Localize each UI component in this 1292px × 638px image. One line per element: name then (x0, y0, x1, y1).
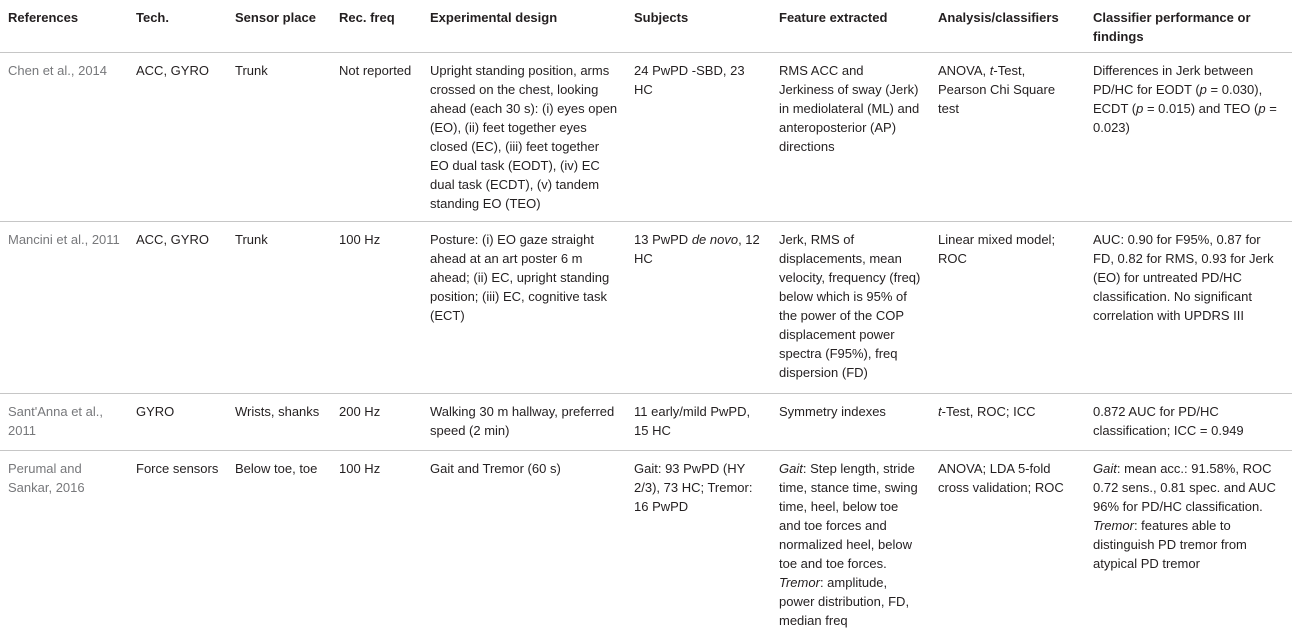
p-var: p (1258, 101, 1265, 116)
subjects-text: , 12 HC (634, 232, 760, 266)
perf-gait-label: Gait (1093, 461, 1117, 476)
cell-reference: Chen et al., 2014 (0, 53, 128, 222)
cell-performance (1085, 53, 1292, 222)
perf-gait-text: : mean acc.: 91.58%, ROC 0.72 sens., 0.81 spec. and AUC 96% for PD/HC classification. (1093, 461, 1276, 514)
table-header (0, 0, 1292, 53)
cell-experimental-design: Walking 30 m hallway, preferred speed (2 min) (422, 394, 626, 451)
table-row (0, 394, 1292, 451)
analysis-text: -Test, Pearson Chi Square test (938, 63, 1055, 116)
table-body (0, 53, 1292, 638)
cell-performance (1085, 451, 1292, 638)
cell-performance: AUC: 0.90 for F95%, 0.87 for FD, 0.82 for RMS, 0.93 for Jerk (EO) for untreated PD/HC classification. No significant correlation with UPDRS III (1085, 222, 1292, 394)
header-feature-extracted: Feature extracted (771, 0, 930, 53)
cell-reference: Sant'Anna et al., 2011 (0, 394, 128, 451)
cell-rec-freq: 100 Hz (331, 451, 422, 638)
perf-text: Differences in Jerk between PD/HC for EODT ( (1093, 63, 1253, 97)
cell-experimental-design: Upright standing position, arms crossed on the chest, looking ahead (each 30 s): (i) eyes open (EO), (ii) feet together eyes closed (EC), (iii) feet together EO dual task (EODT), (iv) EC dual task (ECDT), (v) tandem standing EO (TEO) (422, 53, 626, 222)
cell-subjects (626, 222, 771, 394)
perf-tremor-text: : features able to distinguish PD tremor from atypical PD tremor (1093, 518, 1247, 571)
analysis-italic: t (990, 63, 994, 78)
header-references: References (0, 0, 128, 53)
header-tech: Tech. (128, 0, 227, 53)
analysis-italic: t (938, 404, 942, 419)
cell-sensor-place: Wrists, shanks (227, 394, 331, 451)
cell-analysis (930, 394, 1085, 451)
p-var: p (1200, 82, 1207, 97)
perf-text: = 0.015) and TEO ( (1143, 101, 1258, 116)
cell-tech: Force sensors (128, 451, 227, 638)
cell-sensor-place: Trunk (227, 53, 331, 222)
subjects-text: 13 PwPD (634, 232, 692, 247)
perf-tremor-label: Tremor (1093, 518, 1134, 533)
cell-analysis: Linear mixed model; ROC (930, 222, 1085, 394)
cell-rec-freq: Not reported (331, 53, 422, 222)
cell-performance: 0.872 AUC for PD/HC classification; ICC = 0.949 (1085, 394, 1292, 451)
cell-sensor-place: Trunk (227, 222, 331, 394)
cell-subjects: Gait: 93 PwPD (HY 2/3), 73 HC; Tremor: 16 PwPD (626, 451, 771, 638)
cell-feature-extracted (771, 451, 930, 638)
cell-experimental-design: Gait and Tremor (60 s) (422, 451, 626, 638)
cell-feature-extracted: Jerk, RMS of displacements, mean velocity, frequency (freq) below which is 95% of the power of the COP displacement power spectra (F95%), freq dispersion (FD) (771, 222, 930, 394)
table-row (0, 53, 1292, 222)
cell-experimental-design: Posture: (i) EO gaze straight ahead at an art poster 6 m ahead; (ii) EC, upright standing position; (iii) EC, cognitive task (ECT) (422, 222, 626, 394)
cell-reference: Mancini et al., 2011 (0, 222, 128, 394)
header-experimental-design: Experimental design (422, 0, 626, 53)
cell-feature-extracted: Symmetry indexes (771, 394, 930, 451)
header-performance: Classifier performance or findings (1085, 0, 1292, 53)
subjects-italic: de novo (692, 232, 738, 247)
header-sensor-place: Sensor place (227, 0, 331, 53)
header-row (0, 0, 1292, 53)
header-analysis: Analysis/classifiers (930, 0, 1085, 53)
perf-text: = 0.030), ECDT ( (1093, 82, 1262, 116)
perf-text: = 0.023) (1093, 101, 1277, 135)
cell-analysis: ANOVA; LDA 5-fold cross validation; ROC (930, 451, 1085, 638)
cell-subjects: 11 early/mild PwPD, 15 HC (626, 394, 771, 451)
header-subjects: Subjects (626, 0, 771, 53)
feature-gait-label: Gait (779, 461, 803, 476)
cell-rec-freq: 100 Hz (331, 222, 422, 394)
header-rec-freq: Rec. freq (331, 0, 422, 53)
cell-analysis (930, 53, 1085, 222)
analysis-text: -Test, ROC; ICC (942, 404, 1036, 419)
table-row (0, 222, 1292, 394)
analysis-text: ANOVA, (938, 63, 990, 78)
cell-tech: GYRO (128, 394, 227, 451)
table-row (0, 451, 1292, 638)
cell-subjects: 24 PwPD -SBD, 23 HC (626, 53, 771, 222)
cell-tech: ACC, GYRO (128, 222, 227, 394)
cell-reference: Perumal and Sankar, 2016 (0, 451, 128, 638)
cell-rec-freq: 200 Hz (331, 394, 422, 451)
feature-tremor-text: : amplitude, power distribution, FD, median freq (779, 575, 909, 628)
cell-sensor-place: Below toe, toe (227, 451, 331, 638)
feature-gait-text: : Step length, stride time, stance time, swing time, heel, below toe and toe forces and normalized heel, below toe and toe forces. (779, 461, 918, 571)
cell-feature-extracted: RMS ACC and Jerkiness of sway (Jerk) in mediolateral (ML) and anteroposterior (AP) directions (771, 53, 930, 222)
cell-tech: ACC, GYRO (128, 53, 227, 222)
p-var: p (1136, 101, 1143, 116)
feature-tremor-label: Tremor (779, 575, 820, 590)
